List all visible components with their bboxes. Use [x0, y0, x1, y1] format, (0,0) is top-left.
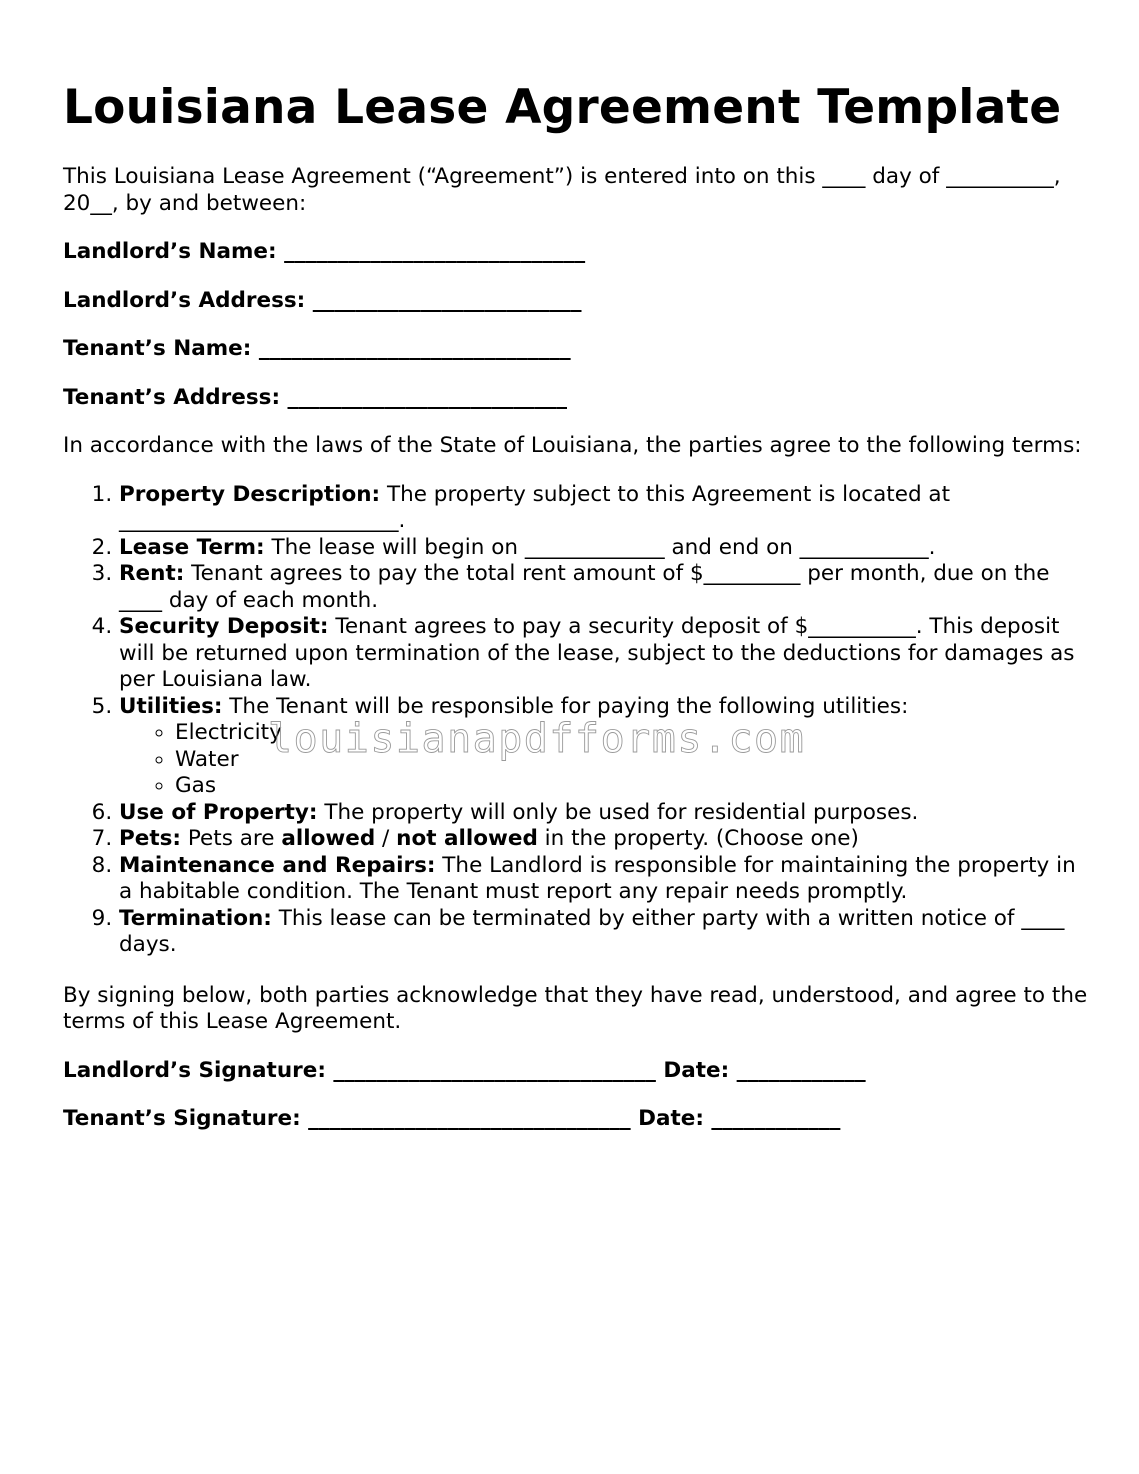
term-text: in the property. (Choose one) — [537, 826, 859, 851]
utility-item: ◦ Gas — [175, 773, 1093, 800]
landlord-name-field — [63, 239, 1093, 266]
term-label: Property Description: — [119, 481, 381, 507]
pets-allowed-option: allowed — [281, 826, 376, 851]
terms-list — [63, 482, 1093, 959]
term-text: The Landlord is responsible for maintaining the property in a habitable condition. The Tenant must report any repair needs promptly. — [119, 852, 1076, 904]
field-label: Tenant’s Name: — [63, 336, 252, 361]
field-blank: ____________________________ — [284, 239, 586, 264]
term-text: Tenant agrees to pay a security deposit of $__________. This deposit will be returned upon termination of the lease, subject to the deductions for damages as per Louisiana law. — [119, 614, 1075, 692]
landlord-signature-line: Landlord’s Signature: ______________________________ Date: ____________ — [63, 1057, 866, 1083]
field-label: Landlord’s Address: — [63, 287, 306, 313]
term-label: Termination: — [119, 905, 272, 931]
tenant-name-field — [63, 336, 1093, 363]
terms-intro: In accordance with the laws of the State of Louisiana, the parties agree to the following terms: — [63, 433, 1082, 458]
term-label: Rent: — [119, 561, 185, 586]
field-label: Tenant’s Address: — [63, 384, 281, 410]
term-use-of-property — [119, 800, 1093, 827]
term-security-deposit — [119, 614, 1093, 694]
utility-item: ◦ Electricity — [175, 720, 1093, 747]
term-rent — [119, 561, 1093, 614]
field-label: Landlord’s Name: — [63, 239, 277, 264]
term-lease-term — [119, 535, 1093, 562]
term-text: The property will only be used for residential purposes. — [317, 799, 919, 825]
acknowledgement-paragraph: By signing below, both parties acknowledge that they have read, understood, and agree to the terms of this Lease Agreement. — [63, 982, 1088, 1034]
term-label: Maintenance and Repairs: — [119, 852, 436, 878]
term-text: Tenant agrees to pay the total rent amount of $_________ per month, due on the ____ day of each month. — [119, 561, 1050, 613]
tenant-address-field — [63, 385, 1093, 412]
tenant-signature-line: Tenant’s Signature: ______________________________ Date: ____________ — [63, 1106, 841, 1131]
watermark: louisianapdfforms.com — [268, 716, 806, 762]
term-text: Pets are — [181, 826, 282, 851]
utilities-list — [119, 720, 1093, 800]
term-label: Security Deposit: — [119, 614, 329, 639]
pets-not-allowed-option: not allowed — [396, 826, 538, 851]
document-title: Louisiana Lease Agreement Template — [63, 80, 1062, 135]
field-blank: _____________________________ — [258, 336, 571, 361]
term-termination — [119, 906, 1093, 959]
field-blank: __________________________ — [287, 384, 568, 410]
term-text: The lease will begin on _____________ and end on ____________. — [264, 534, 936, 560]
intro-paragraph: This Louisiana Lease Agreement (“Agreement”) is entered into on this ____ day of __________, 20__, by and between: — [63, 164, 1061, 216]
field-blank: _________________________ — [312, 287, 582, 313]
term-maintenance-and-repairs — [119, 853, 1093, 906]
term-label: Use of Property: — [119, 799, 318, 825]
term-text: The property subject to this Agreement is located at __________________________. — [119, 481, 951, 533]
term-label: Pets: — [119, 826, 182, 851]
term-property-description — [119, 482, 1093, 535]
term-label: Lease Term: — [119, 534, 265, 560]
term-pets — [119, 826, 1093, 853]
utility-item: ◦ Water — [175, 747, 1093, 774]
landlord-address-field — [63, 288, 1093, 315]
pets-separator: / — [375, 826, 397, 851]
term-utilities — [119, 694, 1093, 800]
term-label: Utilities: — [119, 693, 223, 719]
term-text: The Tenant will be responsible for paying the following utilities: — [222, 693, 909, 719]
term-text: This lease can be terminated by either party with a written notice of ____ days. — [119, 905, 1065, 957]
document-content — [63, 80, 1093, 1133]
